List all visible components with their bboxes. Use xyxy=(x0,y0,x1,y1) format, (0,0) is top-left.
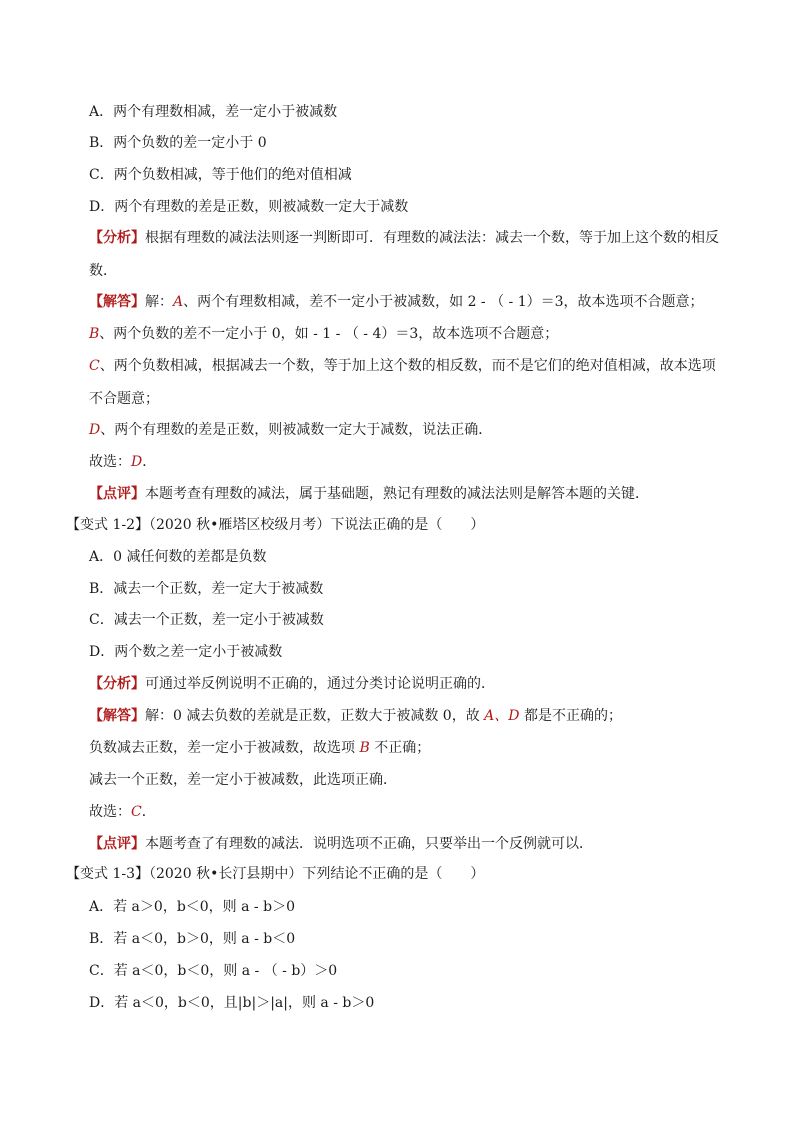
option-b: B．两个负数的差一定小于 0 xyxy=(89,135,267,151)
comment xyxy=(89,834,593,854)
answer-a xyxy=(89,292,704,312)
answer-b xyxy=(89,324,558,344)
answer-c xyxy=(89,356,716,376)
answer-d xyxy=(89,420,492,440)
choice-end: ． xyxy=(142,454,157,470)
answer-c-continued: 不合题意； xyxy=(89,391,159,407)
analysis-text: 可通过举反例说明不正确的，通过分类讨论说明正确的． xyxy=(145,676,495,692)
option-b: B．若 a＜0，b＞0，则 a - b＜0 xyxy=(89,931,296,947)
letter-b: B xyxy=(359,740,370,756)
answer-prefix: 解： xyxy=(145,294,173,310)
answer-text: 负数减去正数，差一定小于被减数，故选项 xyxy=(89,740,360,756)
choice-prefix: 故选： xyxy=(89,804,131,820)
comment xyxy=(89,484,649,504)
choice-letter: D xyxy=(131,454,143,470)
choice xyxy=(89,802,156,822)
choice-end: ． xyxy=(141,804,156,820)
answer-end: 都是不正确的； xyxy=(519,708,622,724)
answer-line-3: 减去一个正数，差一定小于被减数，此选项正确． xyxy=(89,772,397,788)
question-title: 【变式 1-2】（2020 秋•雁塔区校级月考）下说法正确的是（ ） xyxy=(66,517,485,533)
letter-d: D xyxy=(89,422,101,438)
analysis-text: 根据有理数的减法法则逐一判断即可．有理数的减法法：减去一个数，等于加上这个数的相反 xyxy=(145,230,719,246)
answer-line-1 xyxy=(89,706,622,726)
answer-tag: 【解答】 xyxy=(89,294,145,310)
answer-c-text: 、两个负数相减，根据减去一个数，等于加上这个数的相反数，而不是它们的绝对值相减，故本选项 xyxy=(99,358,716,374)
answer-d-text: 、两个有理数的差是正数，则被减数一定大于减数，说法正确． xyxy=(100,422,493,438)
analysis xyxy=(89,228,719,248)
option-b: B．减去一个正数，差一定大于被减数 xyxy=(89,581,324,597)
letter-c: C xyxy=(89,358,100,374)
option-d: D．若 a＜0，b＜0，且|b|＞|a|，则 a - b＞0 xyxy=(89,995,375,1011)
option-c: C．若 a＜0，b＜0，则 a - （ - b）＞0 xyxy=(89,963,338,979)
option-d: D．两个有理数的差是正数，则被减数一定大于减数 xyxy=(89,199,409,215)
comment-text: 本题考查了有理数的减法．说明选项不正确，只要举出一个反例就可以． xyxy=(145,836,593,852)
comment-text: 本题考查有理数的减法，属于基础题，熟记有理数的减法法则是解答本题的关键． xyxy=(145,486,649,502)
analysis-tag: 【分析】 xyxy=(89,230,145,246)
answer-a-text: 、两个有理数相减，差不一定小于被减数，如 2 - （ - 1）＝3，故本选项不合题意； xyxy=(183,294,704,310)
answer-text: 解：0 减去负数的差就是正数，正数大于被减数 0，故 xyxy=(145,708,485,724)
option-c: C．减去一个正数，差一定小于被减数 xyxy=(89,612,324,628)
letter-b: B xyxy=(89,326,100,342)
answer-tag: 【解答】 xyxy=(89,708,145,724)
choice-prefix: 故选： xyxy=(89,454,131,470)
letters-ad: A、D xyxy=(484,708,520,724)
choice-letter: C xyxy=(131,804,142,820)
comment-tag: 【点评】 xyxy=(89,836,145,852)
answer-end: 不正确； xyxy=(369,740,431,756)
option-c: C．两个负数相减，等于他们的绝对值相减 xyxy=(89,167,352,183)
analysis-tag: 【分析】 xyxy=(89,676,145,692)
answer-b-text: 、两个负数的差不一定小于 0，如 - 1 - （ - 4）＝3，故本选项不合题意； xyxy=(99,326,559,342)
question-title: 【变式 1-3】（2020 秋•长汀县期中）下列结论不正确的是（ ） xyxy=(66,866,485,882)
answer-line-2 xyxy=(89,738,430,758)
comment-tag: 【点评】 xyxy=(89,486,145,502)
option-a: A．若 a＞0，b＜0，则 a - b＞0 xyxy=(89,899,295,915)
letter-a: A xyxy=(173,294,184,310)
option-d: D．两个数之差一定小于被减数 xyxy=(89,644,283,660)
analysis xyxy=(89,674,495,694)
choice xyxy=(89,452,156,472)
option-a: A．0 减任何数的差都是负数 xyxy=(89,549,267,565)
analysis-continued: 数． xyxy=(89,263,117,279)
option-a: A．两个有理数相减，差一定小于被减数 xyxy=(89,104,338,120)
